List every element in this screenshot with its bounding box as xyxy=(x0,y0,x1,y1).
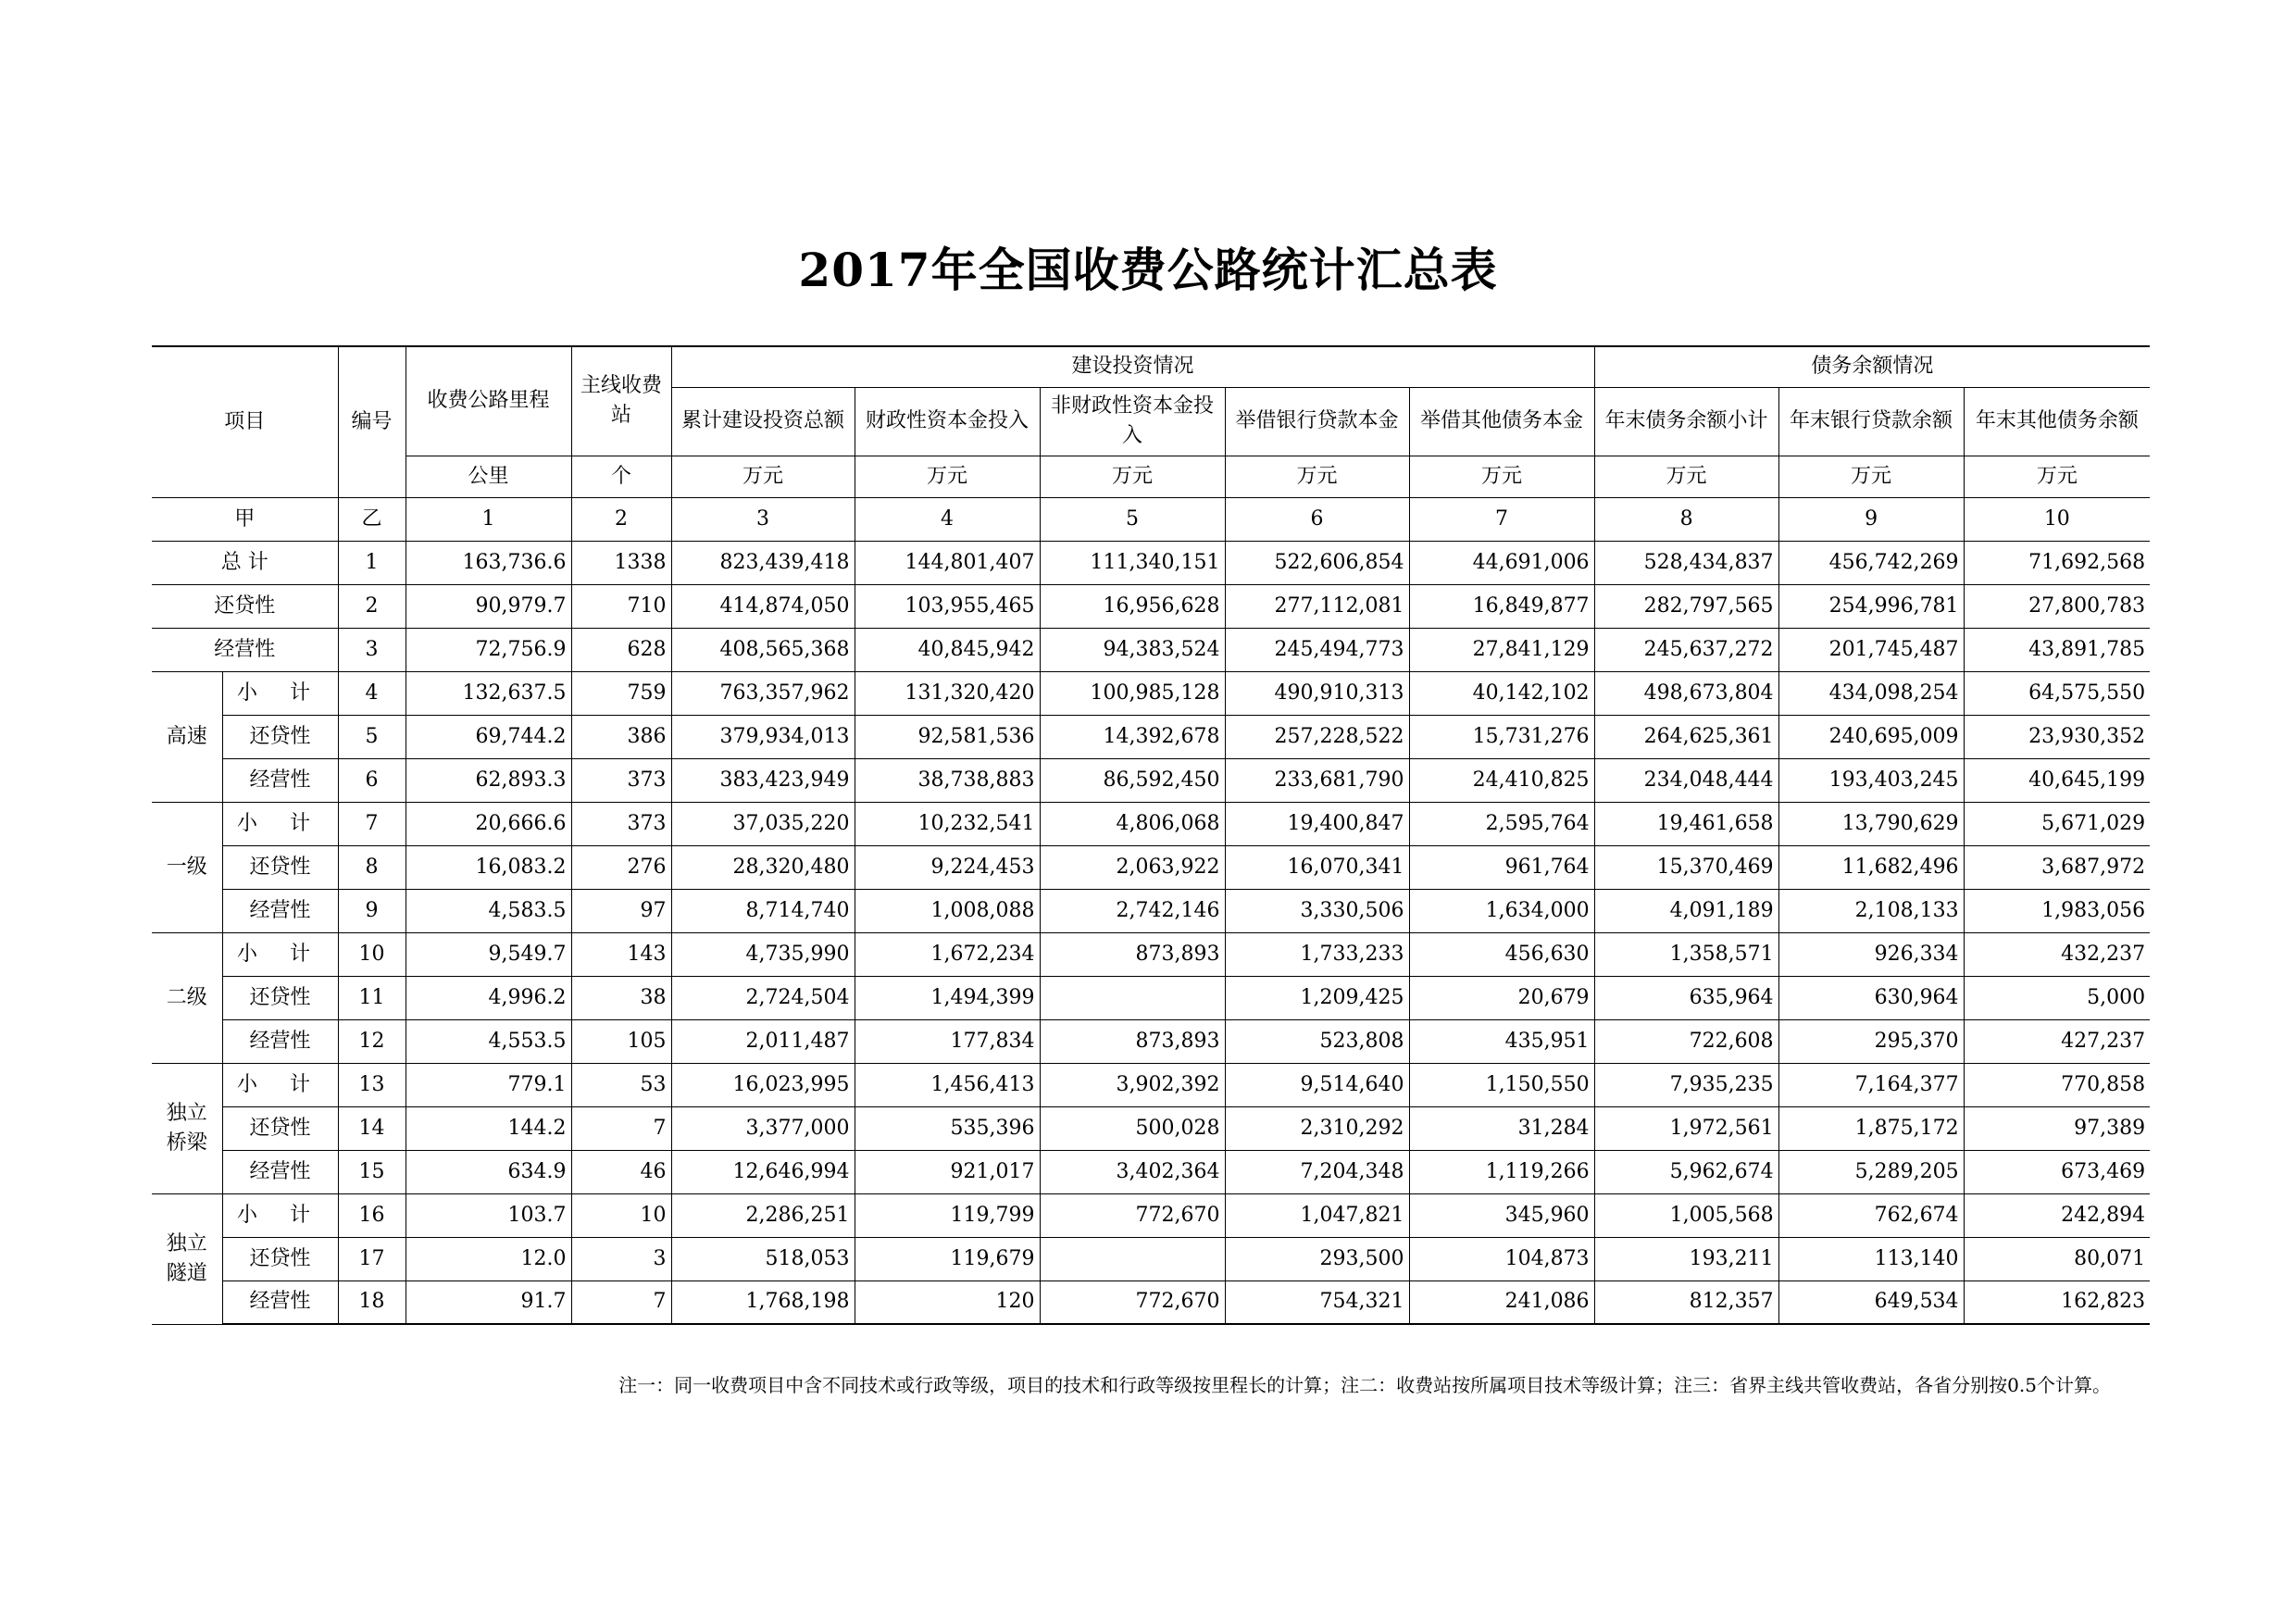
data-cell: 5,671,029 xyxy=(1964,802,2150,845)
data-cell: 1,768,198 xyxy=(671,1280,855,1324)
data-cell: 630,964 xyxy=(1778,976,1964,1019)
table-row xyxy=(152,1193,2150,1237)
data-cell: 435,951 xyxy=(1409,1019,1594,1063)
data-cell: 8,714,740 xyxy=(671,889,855,932)
data-cell: 673,469 xyxy=(1964,1150,2150,1193)
data-cell: 143 xyxy=(571,932,671,976)
data-cell: 193,403,245 xyxy=(1778,758,1964,802)
data-cell: 1,150,550 xyxy=(1409,1063,1594,1106)
header-debt-group: 债务余额情况 xyxy=(1594,346,2150,387)
data-cell: 282,797,565 xyxy=(1594,584,1778,628)
data-cell: 163,736.6 xyxy=(406,541,571,584)
data-cell: 763,357,962 xyxy=(671,671,855,715)
data-cell: 71,692,568 xyxy=(1964,541,2150,584)
data-cell: 1,209,425 xyxy=(1225,976,1409,1019)
data-cell: 434,098,254 xyxy=(1778,671,1964,715)
row-code: 12 xyxy=(338,1019,406,1063)
data-cell: 528,434,837 xyxy=(1594,541,1778,584)
data-cell: 103.7 xyxy=(406,1193,571,1237)
data-cell: 345,960 xyxy=(1409,1193,1594,1237)
data-cell: 3,902,392 xyxy=(1040,1063,1225,1106)
header-stations: 主线收费站 xyxy=(571,346,671,456)
data-cell: 523,808 xyxy=(1225,1019,1409,1063)
data-cell: 131,320,420 xyxy=(855,671,1040,715)
row-label: 经营性 xyxy=(222,1150,338,1193)
data-cell: 408,565,368 xyxy=(671,628,855,671)
index-cell: 甲 xyxy=(152,497,338,541)
data-cell: 16,956,628 xyxy=(1040,584,1225,628)
data-cell: 3,402,364 xyxy=(1040,1150,1225,1193)
data-cell: 490,910,313 xyxy=(1225,671,1409,715)
table-row xyxy=(152,976,2150,1019)
data-cell: 522,606,854 xyxy=(1225,541,1409,584)
data-cell: 4,996.2 xyxy=(406,976,571,1019)
data-cell: 2,595,764 xyxy=(1409,802,1594,845)
table-row xyxy=(152,671,2150,715)
row-label: 还贷性 xyxy=(222,1106,338,1150)
data-cell: 518,053 xyxy=(671,1237,855,1280)
data-cell: 20,666.6 xyxy=(406,802,571,845)
unit-cell: 万元 xyxy=(1778,456,1964,497)
data-cell: 69,744.2 xyxy=(406,715,571,758)
data-cell: 1,875,172 xyxy=(1778,1106,1964,1150)
data-cell: 2,063,922 xyxy=(1040,845,1225,889)
data-cell: 94,383,524 xyxy=(1040,628,1225,671)
data-cell: 414,874,050 xyxy=(671,584,855,628)
data-cell: 37,035,220 xyxy=(671,802,855,845)
data-cell: 3 xyxy=(571,1237,671,1280)
data-cell: 19,461,658 xyxy=(1594,802,1778,845)
data-cell: 15,370,469 xyxy=(1594,845,1778,889)
row-label: 小 计 xyxy=(222,671,338,715)
data-cell: 926,334 xyxy=(1778,932,1964,976)
data-cell: 293,500 xyxy=(1225,1237,1409,1280)
data-cell: 72,756.9 xyxy=(406,628,571,671)
table-row xyxy=(152,715,2150,758)
row-label: 小 计 xyxy=(222,1063,338,1106)
data-cell xyxy=(1040,1237,1225,1280)
data-cell: 113,140 xyxy=(1778,1237,1964,1280)
unit-cell: 万元 xyxy=(1594,456,1778,497)
data-cell: 295,370 xyxy=(1778,1019,1964,1063)
row-code: 13 xyxy=(338,1063,406,1106)
data-cell: 234,048,444 xyxy=(1594,758,1778,802)
data-cell: 7 xyxy=(571,1280,671,1324)
data-cell: 3,330,506 xyxy=(1225,889,1409,932)
data-cell: 43,891,785 xyxy=(1964,628,2150,671)
row-code: 17 xyxy=(338,1237,406,1280)
data-cell: 5,962,674 xyxy=(1594,1150,1778,1193)
index-cell: 1 xyxy=(406,497,571,541)
data-cell: 1,972,561 xyxy=(1594,1106,1778,1150)
group-label: 一级 xyxy=(152,802,222,932)
row-label: 经营性 xyxy=(222,758,338,802)
header-col-bank-loan-balance: 年末银行贷款余额 xyxy=(1778,387,1964,456)
table-row xyxy=(152,628,2150,671)
data-cell: 16,849,877 xyxy=(1409,584,1594,628)
data-cell: 1,634,000 xyxy=(1409,889,1594,932)
data-cell: 2,724,504 xyxy=(671,976,855,1019)
row-code: 10 xyxy=(338,932,406,976)
group-label: 二级 xyxy=(152,932,222,1063)
row-label: 经营性 xyxy=(152,628,338,671)
row-code: 3 xyxy=(338,628,406,671)
data-cell: 16,070,341 xyxy=(1225,845,1409,889)
table-row xyxy=(152,1280,2150,1324)
data-cell: 11,682,496 xyxy=(1778,845,1964,889)
unit-cell: 万元 xyxy=(855,456,1040,497)
data-cell: 386 xyxy=(571,715,671,758)
page-title: 2017年全国收费公路统计汇总表 xyxy=(798,243,1498,297)
unit-cell: 公里 xyxy=(406,456,571,497)
data-cell: 7,935,235 xyxy=(1594,1063,1778,1106)
data-cell: 710 xyxy=(571,584,671,628)
row-label: 经营性 xyxy=(222,1280,338,1324)
data-cell: 1,005,568 xyxy=(1594,1193,1778,1237)
row-label: 总 计 xyxy=(152,541,338,584)
data-cell: 2,286,251 xyxy=(671,1193,855,1237)
group-label: 高速 xyxy=(152,671,222,802)
data-cell: 9,514,640 xyxy=(1225,1063,1409,1106)
data-cell: 40,845,942 xyxy=(855,628,1040,671)
data-cell: 4,091,189 xyxy=(1594,889,1778,932)
data-cell: 46 xyxy=(571,1150,671,1193)
data-cell: 498,673,804 xyxy=(1594,671,1778,715)
data-cell: 649,534 xyxy=(1778,1280,1964,1324)
data-cell: 873,893 xyxy=(1040,932,1225,976)
row-label: 小 计 xyxy=(222,1193,338,1237)
header-col-debt-balance-subtotal: 年末债务余额小计 xyxy=(1594,387,1778,456)
data-cell: 1,733,233 xyxy=(1225,932,1409,976)
data-cell: 635,964 xyxy=(1594,976,1778,1019)
data-cell: 1,983,056 xyxy=(1964,889,2150,932)
data-cell: 31,284 xyxy=(1409,1106,1594,1150)
data-cell: 7,204,348 xyxy=(1225,1150,1409,1193)
data-cell: 28,320,480 xyxy=(671,845,855,889)
data-cell: 10,232,541 xyxy=(855,802,1040,845)
data-cell: 92,581,536 xyxy=(855,715,1040,758)
row-code: 1 xyxy=(338,541,406,584)
table-row xyxy=(152,932,2150,976)
data-cell: 383,423,949 xyxy=(671,758,855,802)
table-row xyxy=(152,1237,2150,1280)
table-row xyxy=(152,584,2150,628)
data-cell: 535,396 xyxy=(855,1106,1040,1150)
data-cell: 432,237 xyxy=(1964,932,2150,976)
data-cell: 53 xyxy=(571,1063,671,1106)
row-code: 9 xyxy=(338,889,406,932)
data-cell: 62,893.3 xyxy=(406,758,571,802)
data-cell: 379,934,013 xyxy=(671,715,855,758)
data-cell: 111,340,151 xyxy=(1040,541,1225,584)
data-cell: 1,119,266 xyxy=(1409,1150,1594,1193)
data-cell: 245,494,773 xyxy=(1225,628,1409,671)
data-cell: 12,646,994 xyxy=(671,1150,855,1193)
group-label: 独立桥梁 xyxy=(152,1063,222,1193)
unit-cell: 万元 xyxy=(1409,456,1594,497)
table-row xyxy=(152,1106,2150,1150)
data-cell: 27,800,783 xyxy=(1964,584,2150,628)
data-cell: 373 xyxy=(571,802,671,845)
index-cell: 4 xyxy=(855,497,1040,541)
data-cell: 921,017 xyxy=(855,1150,1040,1193)
data-cell: 7 xyxy=(571,1106,671,1150)
row-code: 6 xyxy=(338,758,406,802)
data-cell: 2,742,146 xyxy=(1040,889,1225,932)
data-cell: 23,930,352 xyxy=(1964,715,2150,758)
data-cell: 634.9 xyxy=(406,1150,571,1193)
data-cell: 276 xyxy=(571,845,671,889)
table-row xyxy=(152,889,2150,932)
data-cell: 44,691,006 xyxy=(1409,541,1594,584)
row-code: 16 xyxy=(338,1193,406,1237)
header-code: 编号 xyxy=(338,346,406,497)
data-cell: 27,841,129 xyxy=(1409,628,1594,671)
row-label: 还贷性 xyxy=(152,584,338,628)
header-col-total-investment: 累计建设投资总额 xyxy=(671,387,855,456)
header-col-bank-loan-principal: 举借银行贷款本金 xyxy=(1225,387,1409,456)
data-cell: 500,028 xyxy=(1040,1106,1225,1150)
data-cell: 2,310,292 xyxy=(1225,1106,1409,1150)
data-cell: 38,738,883 xyxy=(855,758,1040,802)
row-label: 还贷性 xyxy=(222,715,338,758)
header-col-nonfiscal-capital: 非财政性资本金投入 xyxy=(1040,387,1225,456)
data-cell: 242,894 xyxy=(1964,1193,2150,1237)
data-cell: 1,047,821 xyxy=(1225,1193,1409,1237)
data-cell: 4,735,990 xyxy=(671,932,855,976)
table-row xyxy=(152,802,2150,845)
data-cell: 456,630 xyxy=(1409,932,1594,976)
data-cell: 144,801,407 xyxy=(855,541,1040,584)
data-cell: 245,637,272 xyxy=(1594,628,1778,671)
row-label: 还贷性 xyxy=(222,976,338,1019)
data-cell: 2,011,487 xyxy=(671,1019,855,1063)
data-cell: 241,086 xyxy=(1409,1280,1594,1324)
data-cell: 961,764 xyxy=(1409,845,1594,889)
data-cell: 628 xyxy=(571,628,671,671)
data-cell: 233,681,790 xyxy=(1225,758,1409,802)
data-cell: 759 xyxy=(571,671,671,715)
row-code: 7 xyxy=(338,802,406,845)
data-cell: 373 xyxy=(571,758,671,802)
data-cell: 14,392,678 xyxy=(1040,715,1225,758)
data-cell: 9,224,453 xyxy=(855,845,1040,889)
table-footnote: 注一：同一收费项目中含不同技术或行政等级，项目的技术和行政等级按里程长的计算；注二：收费站按所属项目技术等级计算；注三：省界主线共管收费站，各省分别按0.5个计算。 xyxy=(618,1374,2111,1396)
row-code: 8 xyxy=(338,845,406,889)
index-cell: 7 xyxy=(1409,497,1594,541)
header-investment-group: 建设投资情况 xyxy=(671,346,1594,387)
data-cell: 10 xyxy=(571,1193,671,1237)
header-col-fiscal-capital: 财政性资本金投入 xyxy=(855,387,1040,456)
data-cell: 132,637.5 xyxy=(406,671,571,715)
data-cell: 103,955,465 xyxy=(855,584,1040,628)
data-cell: 772,670 xyxy=(1040,1280,1225,1324)
data-cell: 264,625,361 xyxy=(1594,715,1778,758)
data-cell: 40,142,102 xyxy=(1409,671,1594,715)
data-cell: 9,549.7 xyxy=(406,932,571,976)
data-cell: 770,858 xyxy=(1964,1063,2150,1106)
data-cell: 1338 xyxy=(571,541,671,584)
data-cell: 177,834 xyxy=(855,1019,1040,1063)
unit-cell: 万元 xyxy=(1964,456,2150,497)
row-code: 14 xyxy=(338,1106,406,1150)
data-cell: 4,806,068 xyxy=(1040,802,1225,845)
row-code: 4 xyxy=(338,671,406,715)
row-label: 小 计 xyxy=(222,802,338,845)
index-cell: 9 xyxy=(1778,497,1964,541)
row-label: 小 计 xyxy=(222,932,338,976)
data-cell: 427,237 xyxy=(1964,1019,2150,1063)
row-code: 2 xyxy=(338,584,406,628)
data-cell: 193,211 xyxy=(1594,1237,1778,1280)
index-cell: 6 xyxy=(1225,497,1409,541)
data-cell: 5,000 xyxy=(1964,976,2150,1019)
data-cell: 4,583.5 xyxy=(406,889,571,932)
data-cell: 779.1 xyxy=(406,1063,571,1106)
data-cell xyxy=(1040,976,1225,1019)
data-cell: 120 xyxy=(855,1280,1040,1324)
table-row xyxy=(152,1150,2150,1193)
row-code: 15 xyxy=(338,1150,406,1193)
data-cell: 254,996,781 xyxy=(1778,584,1964,628)
data-cell: 4,553.5 xyxy=(406,1019,571,1063)
data-cell: 64,575,550 xyxy=(1964,671,2150,715)
data-cell: 19,400,847 xyxy=(1225,802,1409,845)
data-cell: 90,979.7 xyxy=(406,584,571,628)
header-mileage: 收费公路里程 xyxy=(406,346,571,456)
data-cell: 772,670 xyxy=(1040,1193,1225,1237)
data-cell: 15,731,276 xyxy=(1409,715,1594,758)
data-cell: 104,873 xyxy=(1409,1237,1594,1280)
data-cell: 119,679 xyxy=(855,1237,1040,1280)
group-label: 独立隧道 xyxy=(152,1193,222,1324)
table-row xyxy=(152,1063,2150,1106)
row-label: 还贷性 xyxy=(222,1237,338,1280)
index-cell: 2 xyxy=(571,497,671,541)
data-cell: 105 xyxy=(571,1019,671,1063)
data-cell: 1,456,413 xyxy=(855,1063,1040,1106)
data-cell: 2,108,133 xyxy=(1778,889,1964,932)
data-cell: 277,112,081 xyxy=(1225,584,1409,628)
data-cell: 1,358,571 xyxy=(1594,932,1778,976)
data-cell: 5,289,205 xyxy=(1778,1150,1964,1193)
toll-road-stats-table xyxy=(152,345,2150,1325)
index-cell: 8 xyxy=(1594,497,1778,541)
data-cell: 257,228,522 xyxy=(1225,715,1409,758)
data-cell: 456,742,269 xyxy=(1778,541,1964,584)
data-cell: 38 xyxy=(571,976,671,1019)
data-cell: 722,608 xyxy=(1594,1019,1778,1063)
row-code: 11 xyxy=(338,976,406,1019)
row-label: 还贷性 xyxy=(222,845,338,889)
data-cell: 100,985,128 xyxy=(1040,671,1225,715)
table-row xyxy=(152,758,2150,802)
data-cell: 762,674 xyxy=(1778,1193,1964,1237)
data-cell: 91.7 xyxy=(406,1280,571,1324)
row-code: 18 xyxy=(338,1280,406,1324)
index-cell: 3 xyxy=(671,497,855,541)
data-cell: 873,893 xyxy=(1040,1019,1225,1063)
row-label: 经营性 xyxy=(222,1019,338,1063)
data-cell: 24,410,825 xyxy=(1409,758,1594,802)
data-cell: 97,389 xyxy=(1964,1106,2150,1150)
data-cell: 812,357 xyxy=(1594,1280,1778,1324)
unit-cell: 万元 xyxy=(1040,456,1225,497)
data-cell: 823,439,418 xyxy=(671,541,855,584)
data-cell: 40,645,199 xyxy=(1964,758,2150,802)
header-col-other-debt-principal: 举借其他债务本金 xyxy=(1409,387,1594,456)
data-cell: 240,695,009 xyxy=(1778,715,1964,758)
index-cell: 10 xyxy=(1964,497,2150,541)
data-cell: 16,023,995 xyxy=(671,1063,855,1106)
data-cell: 13,790,629 xyxy=(1778,802,1964,845)
unit-cell: 万元 xyxy=(1225,456,1409,497)
header-col-other-debt-balance: 年末其他债务余额 xyxy=(1964,387,2150,456)
unit-cell: 个 xyxy=(571,456,671,497)
data-cell: 119,799 xyxy=(855,1193,1040,1237)
data-cell: 16,083.2 xyxy=(406,845,571,889)
data-cell: 3,377,000 xyxy=(671,1106,855,1150)
data-cell: 97 xyxy=(571,889,671,932)
data-cell: 162,823 xyxy=(1964,1280,2150,1324)
data-cell: 7,164,377 xyxy=(1778,1063,1964,1106)
index-cell: 5 xyxy=(1040,497,1225,541)
index-cell: 乙 xyxy=(338,497,406,541)
header-item: 项目 xyxy=(152,346,338,497)
data-cell: 144.2 xyxy=(406,1106,571,1150)
table-row xyxy=(152,541,2150,584)
data-cell: 201,745,487 xyxy=(1778,628,1964,671)
row-label: 经营性 xyxy=(222,889,338,932)
unit-cell: 万元 xyxy=(671,456,855,497)
data-cell: 80,071 xyxy=(1964,1237,2150,1280)
data-cell: 754,321 xyxy=(1225,1280,1409,1324)
data-cell: 86,592,450 xyxy=(1040,758,1225,802)
table-row xyxy=(152,845,2150,889)
table-row xyxy=(152,1019,2150,1063)
data-cell: 12.0 xyxy=(406,1237,571,1280)
row-code: 5 xyxy=(338,715,406,758)
data-cell: 1,672,234 xyxy=(855,932,1040,976)
data-cell: 1,494,399 xyxy=(855,976,1040,1019)
data-cell: 20,679 xyxy=(1409,976,1594,1019)
data-cell: 1,008,088 xyxy=(855,889,1040,932)
data-cell: 3,687,972 xyxy=(1964,845,2150,889)
